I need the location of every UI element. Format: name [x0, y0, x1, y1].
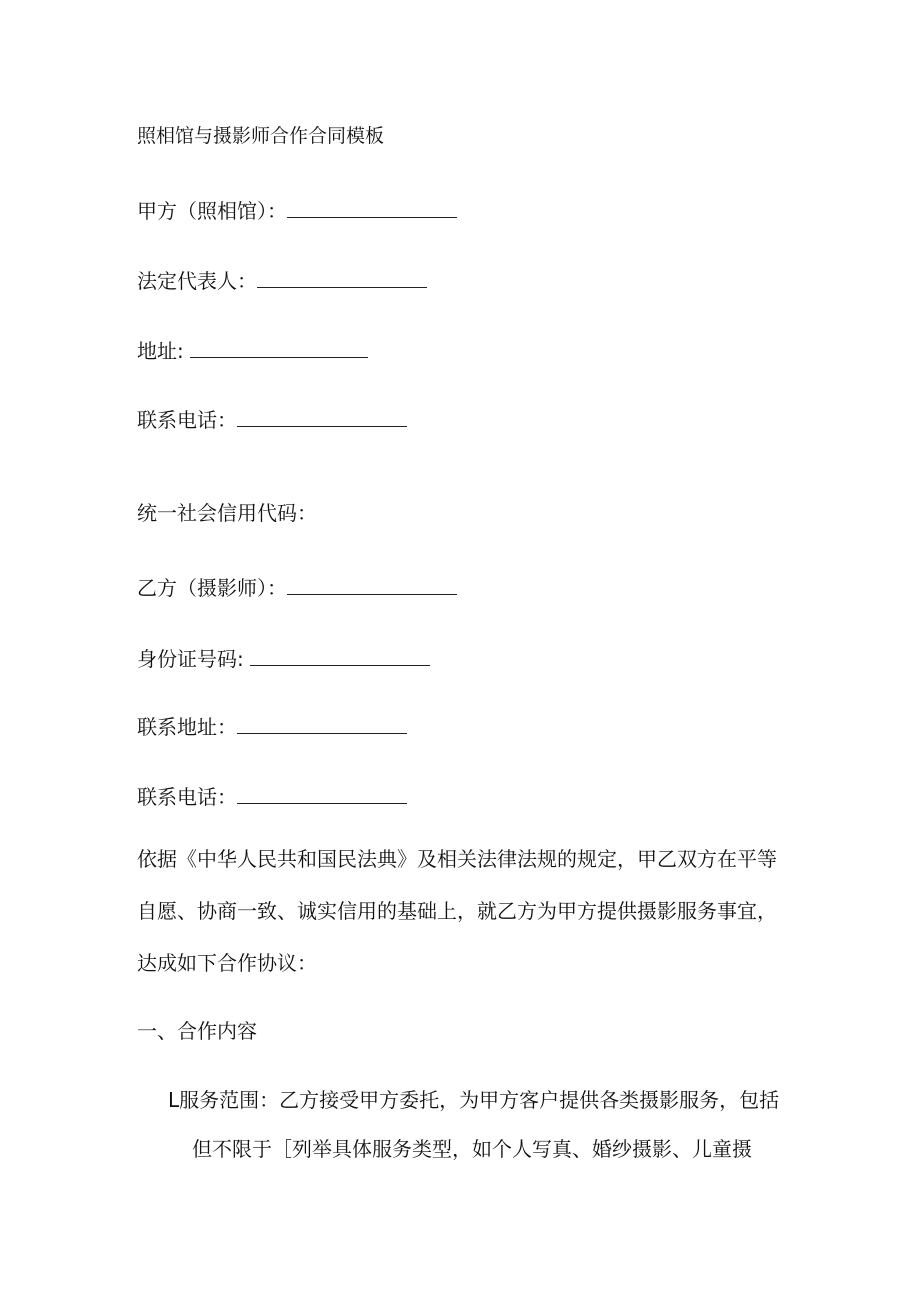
party-a-phone-blank[interactable]: [237, 406, 407, 427]
section-1-item-1-line-2: 但不限于［列举具体服务类型，如个人写真、婚纱摄影、儿童摄: [192, 1137, 752, 1161]
party-b-name-field: 乙方（摄影师）：: [137, 574, 457, 602]
preamble-paragraph: [137, 833, 787, 989]
party-a-name-field: 甲方（照相馆）：: [137, 197, 457, 225]
party-a-credit-code-field: 统一社会信用代码：: [137, 501, 317, 525]
party-b-name-blank[interactable]: [287, 574, 457, 595]
party-b-id-blank[interactable]: [250, 645, 430, 666]
party-a-rep-field: 法定代表人：: [137, 267, 427, 295]
party-b-phone-field: 联系电话：: [137, 783, 407, 811]
document-title: 照相馆与摄影师合作合同模板: [137, 125, 385, 147]
preamble-line: 自愿、协商一致、诚实信用的基础上，就乙方为甲方提供摄影服务事宜，: [137, 899, 777, 923]
preamble-line: 达成如下合作协议：: [137, 951, 317, 975]
party-b-address-field: 联系地址：: [137, 713, 407, 741]
party-b-address-blank[interactable]: [237, 713, 407, 734]
section-1-heading: 一、合作内容: [137, 1019, 257, 1043]
section-1-item-1-line-1: L服务范围：乙方接受甲方委托，为甲方客户提供各类摄影服务，包括: [168, 1088, 780, 1112]
party-a-rep-blank[interactable]: [257, 267, 427, 288]
party-a-phone-field: 联系电话：: [137, 406, 407, 434]
party-b-id-field: 身份证号码:: [137, 645, 430, 673]
preamble-line: 依据《中华人民共和国民法典》及相关法律法规的规定，甲乙双方在平等: [137, 847, 777, 871]
party-a-address-blank[interactable]: [190, 337, 368, 358]
party-a-address-field: 地址:: [137, 337, 368, 365]
party-b-phone-blank[interactable]: [237, 783, 407, 804]
party-a-name-blank[interactable]: [287, 197, 457, 218]
